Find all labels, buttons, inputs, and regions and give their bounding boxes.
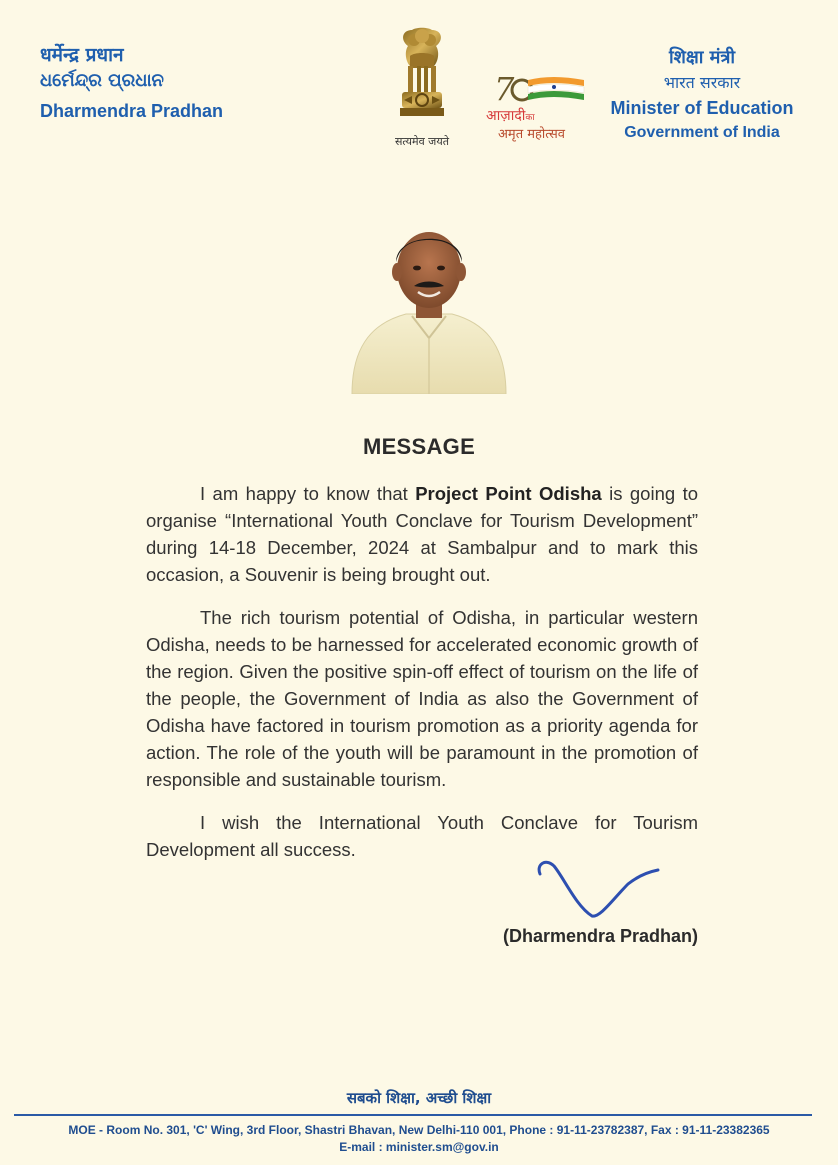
govt-hindi: भारत सरकार bbox=[663, 73, 741, 92]
paragraph-1 bbox=[146, 480, 698, 588]
p1-lead-text: I am happy to know that bbox=[200, 483, 416, 504]
portrait-image bbox=[346, 222, 512, 394]
paragraph-2: The rich tourism potential of Odisha, in particular western Odisha, needs to be harnessed for accelerated economic growth of the region. Given the positive spin-off effect of tourism on the life of the people, the Government of India as also the Government of Odisha have factored in tourism promotion as a priority agenda for action. The role of the youth will be paramount in the promotion of responsible and sustainable tourism. bbox=[146, 607, 698, 790]
govt-english: Government of India bbox=[624, 124, 780, 141]
minister-name-block bbox=[40, 42, 223, 124]
state-emblem bbox=[384, 26, 460, 154]
azadi-word: आज़ादी bbox=[486, 108, 526, 124]
footer-divider bbox=[14, 1114, 812, 1116]
handwritten-signature bbox=[530, 852, 670, 932]
footer-address-block bbox=[0, 1122, 838, 1156]
lion-capital-icon bbox=[390, 26, 454, 132]
name-hindi: धर्मेन्द्र प्रधान bbox=[40, 44, 124, 66]
svg-text:7: 7 bbox=[494, 70, 515, 108]
amrit-mahotsav-text: अमृत महोत्सव bbox=[498, 127, 566, 142]
azadi-ka: का bbox=[525, 113, 535, 123]
message-heading: MESSAGE bbox=[362, 434, 476, 459]
footer-slogan: सबको शिक्षा, अच्छी शिक्षा bbox=[346, 1089, 492, 1107]
azadi-ka-amrit-mahotsav-logo bbox=[478, 70, 600, 146]
azadi-text bbox=[486, 106, 535, 125]
organisation-name: Project Point Odisha bbox=[415, 483, 602, 504]
signatory-name: (Dharmendra Pradhan) bbox=[502, 926, 698, 946]
name-english: Dharmendra Pradhan bbox=[40, 101, 224, 121]
seventy-five-flag-icon bbox=[492, 70, 588, 110]
ministry-title-block bbox=[602, 46, 802, 144]
paragraph-3: I wish the International Youth Conclave for Tourism Development all success. bbox=[146, 812, 698, 860]
p1-rest-text: is going to organise “International Youth Conclave for Tourism Development” during 14-18 December, 2024 at Sambalpur and to mark this occasion, a Souvenir is being brought out. bbox=[146, 483, 698, 585]
minister-portrait bbox=[346, 222, 512, 394]
emblem-motto: सत्यमेव जयते bbox=[394, 135, 449, 148]
title-hindi: शिक्षा मंत्री bbox=[668, 47, 736, 68]
office-email: E-mail : minister.sm@gov.in bbox=[339, 1140, 499, 1154]
title-english: Minister of Education bbox=[610, 98, 794, 118]
name-odia: ଧର୍ମେନ୍ଦ୍ର ପ୍ରଧାନ bbox=[40, 70, 164, 91]
office-address: MOE - Room No. 301, 'C' Wing, 3rd Floor, Shastri Bhavan, New Delhi-110 001, Phone : 91-11-23782387, Fax : 91-11-23382365 bbox=[68, 1123, 770, 1137]
message-body bbox=[146, 480, 698, 879]
